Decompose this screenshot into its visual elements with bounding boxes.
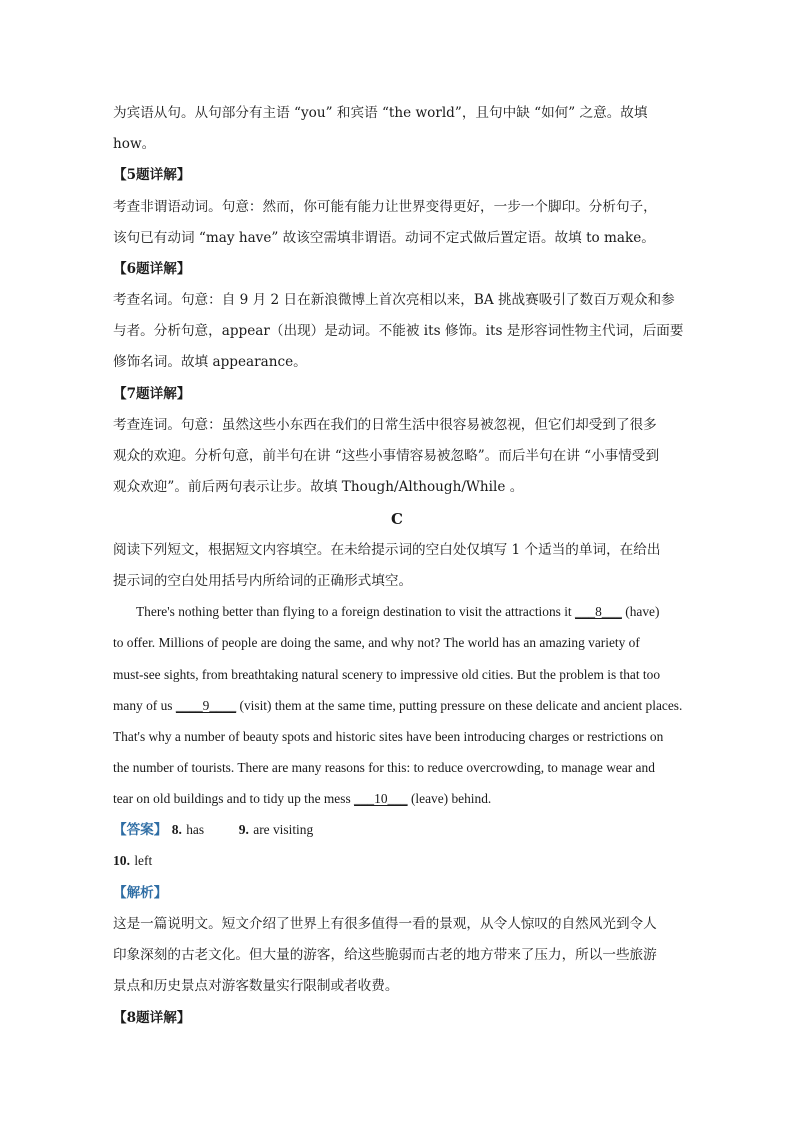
q7-explanation-line-2: 观众的欢迎。分析句意，前半句在讲 “这些小事情容易被忽略”。而后半句在讲 “小事情受到 [113, 448, 660, 464]
answer-9: are visiting [253, 822, 314, 837]
answer-label: 【答案】 [113, 822, 168, 838]
analysis-line-3: 景点和历史景点对游客数量实行限制或者收费。 [113, 978, 399, 994]
answer-number-9: 9. [238, 822, 249, 837]
passage-text: (have) [625, 604, 660, 619]
passage-text: (visit) them at the same time, putting pressure on these delicate and ancient places. [239, 698, 683, 713]
passage-text: many of us [113, 698, 173, 713]
q5-explanation-line-1: 考查非谓语动词。句意：然而，你可能有能力让世界变得更好，一步一个脚印。分析句子， [113, 199, 657, 215]
answer-10: left [134, 853, 153, 868]
passage-text: tear on old buildings and to tidy up the mess [113, 791, 351, 806]
passage-line-5: That's why a number of beauty spots and historic sites have been introducing charges or restrictions on [113, 729, 664, 744]
answer-number-10: 10. [113, 853, 130, 868]
q6-explanation-line-2: 与者。分析句意，appear（出现）是动词。不能被 its 修饰。its 是形容词性物主代词，后面要 [113, 323, 683, 339]
q8-heading: 【8题详解】 [113, 1010, 191, 1026]
passage-line-3: must-see sights, from breathtaking natural scenery to impressive old cities. But the problem is that too [113, 667, 661, 682]
passage-line-2: to offer. Millions of people are doing the same, and why not? The world has an amazing variety of [113, 635, 640, 650]
analysis-label: 【解析】 [113, 885, 168, 901]
q6-explanation-line-3: 修饰名词。故填 appearance。 [113, 354, 307, 370]
blank-9: ____9____ [175, 698, 237, 713]
analysis-line-2: 印象深刻的古老文化。但大量的游客，给这些脆弱而古老的地方带来了压力，所以一些旅游 [113, 947, 657, 963]
section-c-instruction-line-2: 提示词的空白处用括号内所给词的正确形式填空。 [113, 573, 413, 589]
passage-line-4 [113, 697, 683, 715]
q6-explanation-line-1: 考查名词。句意：自 9 月 2 日在新浪微博上首次亮相以来，BA 挑战赛吸引了数百万观众和参 [113, 292, 675, 308]
passage-line-1 [136, 603, 686, 621]
blank-10: ___10___ [354, 791, 408, 806]
answer-8: has [186, 822, 205, 837]
q7-explanation-line-3: 观众欢迎”。前后两句表示让步。故填 Though/Although/While 。 [113, 479, 524, 495]
blank-8: ___8___ [575, 604, 622, 619]
passage-line-6: the number of tourists. There are many reasons for this: to reduce overcrowding, to manage wear and [113, 760, 655, 775]
passage-text: (leave) behind. [410, 791, 492, 806]
q6-heading: 【6题详解】 [113, 261, 191, 277]
q7-heading: 【7题详解】 [113, 386, 191, 402]
analysis-line-1: 这是一篇说明文。短文介绍了世界上有很多值得一看的景观，从令人惊叹的自然风光到令人 [113, 916, 657, 932]
q7-explanation-line-1: 考查连词。句意：虽然这些小东西在我们的日常生活中很容易被忽视，但它们却受到了很多 [113, 417, 657, 433]
section-c-title: C [391, 510, 403, 528]
q5-heading: 【5题详解】 [113, 167, 191, 183]
answer-number-8: 8. [171, 822, 182, 837]
section-c-instruction-line-1: 阅读下列短文，根据短文内容填空。在未给提示词的空白处仅填写 1 个适当的单词，在给出 [113, 542, 661, 558]
answer-line-2 [113, 852, 683, 870]
q4-explanation-line-2: how。 [113, 136, 156, 152]
q5-explanation-line-2: 该句已有动词 “may have” 故该空需填非谓语。动词不定式做后置定语。故填 to make。 [113, 230, 655, 246]
passage-line-7 [113, 790, 683, 808]
passage-text: There's nothing better than flying to a foreign destination to visit the attractions it [136, 604, 572, 619]
answer-line [113, 821, 683, 839]
q4-explanation-line-1: 为宾语从句。从句部分有主语 “you” 和宾语 “the world”，且句中缺 “如何” 之意。故填 [113, 105, 648, 121]
